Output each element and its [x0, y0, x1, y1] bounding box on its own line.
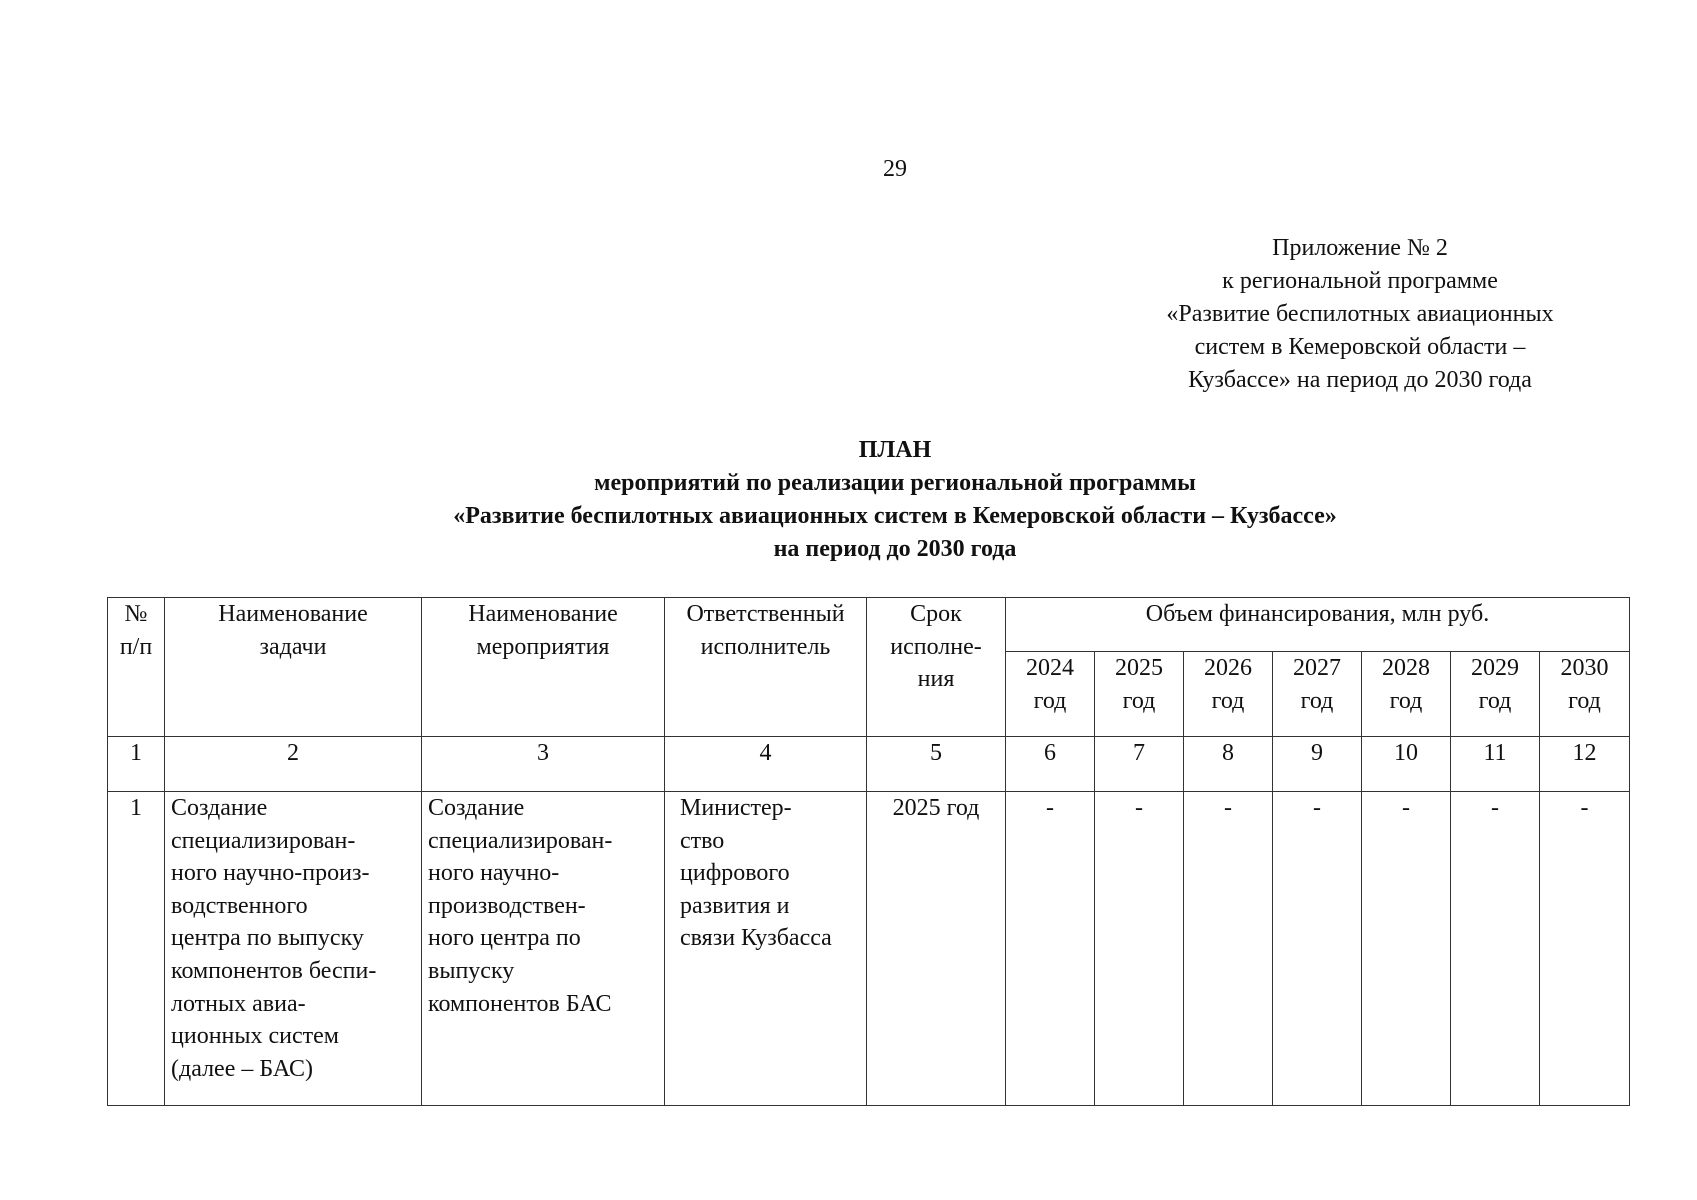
plan-subtitle-line: «Развитие беспилотных авиационных систем в Кемеровской области – Кузбассе»: [453, 503, 1337, 529]
header-line: год: [1122, 687, 1156, 714]
header-year-2028: [1362, 652, 1451, 737]
appendix-line: Приложение № 2: [1272, 235, 1448, 261]
row-year-cell: -: [1451, 792, 1540, 1106]
row-year-cell: -: [1006, 792, 1095, 1106]
header-term: [867, 598, 1006, 737]
header-event: [422, 598, 665, 737]
header-line: 2028: [1382, 655, 1430, 681]
appendix-line: «Развитие беспилотных авиационных: [1166, 301, 1554, 327]
row-year-cell: -: [1362, 792, 1451, 1106]
column-index-cell: 6: [1006, 737, 1095, 792]
cell-line: специализирован-: [171, 827, 356, 854]
table-row: [108, 792, 1630, 1106]
appendix-heading: [1130, 232, 1590, 397]
header-line: год: [1300, 687, 1334, 714]
appendix-line: систем в Кемеровской области –: [1194, 334, 1526, 360]
column-index-cell: 8: [1184, 737, 1273, 792]
cell-line: производствен-: [428, 892, 586, 919]
header-line: Срок: [910, 601, 962, 627]
header-line: Ответственный: [686, 601, 845, 627]
row-year-cell: -: [1095, 792, 1184, 1106]
header-line: год: [1389, 687, 1423, 714]
header-row: [108, 598, 1630, 652]
plan-table: [107, 597, 1630, 1106]
cell-line: развития и: [680, 892, 790, 919]
plan-subtitle-line: мероприятий по реализации региональной программы: [594, 470, 1196, 496]
header-line: 2024: [1026, 655, 1074, 681]
header-task: [165, 598, 422, 737]
row-term-cell: 2025 год: [867, 792, 1006, 1106]
row-responsible-cell: [665, 792, 867, 1106]
column-index-cell: 7: [1095, 737, 1184, 792]
column-index-cell: 4: [665, 737, 867, 792]
header-year-2025: [1095, 652, 1184, 737]
cell-line: выпуску: [428, 957, 515, 984]
cell-line: компонентов беспи-: [171, 957, 377, 984]
column-index-cell: 3: [422, 737, 665, 792]
column-index-cell: 9: [1273, 737, 1362, 792]
cell-line: ного центра по: [428, 925, 581, 952]
header-line: 2030: [1560, 655, 1609, 681]
cell-line: (далее – БАС): [171, 1055, 313, 1082]
row-task-cell: [165, 792, 422, 1106]
cell-line: Создание: [171, 795, 268, 821]
header-line: №: [124, 601, 148, 627]
header-line: п/п: [119, 633, 153, 660]
cell-line: цифрового: [680, 860, 790, 887]
cell-line: Создание: [428, 795, 525, 821]
header-line: Наименование: [468, 601, 618, 627]
plan-title: ПЛАН: [858, 437, 932, 463]
header-year-2030: [1540, 652, 1630, 737]
cell-line: центра по выпуску: [171, 925, 364, 952]
cell-line: Министер-: [680, 795, 792, 821]
header-line: задачи: [259, 633, 327, 660]
header-line: Наименование: [218, 601, 368, 627]
header-line: 2026: [1204, 655, 1252, 681]
column-index-cell: 12: [1540, 737, 1630, 792]
header-line: исполне-: [890, 633, 982, 660]
cell-line: водственного: [171, 892, 308, 919]
cell-line: лотных авиа-: [171, 990, 306, 1017]
cell-line: специализирован-: [428, 827, 613, 854]
appendix-line: к региональной программе: [1222, 268, 1498, 294]
header-line: мероприятия: [476, 633, 610, 660]
column-index-cell: 1: [108, 737, 165, 792]
header-line: исполнитель: [700, 633, 831, 660]
header-year-2027: [1273, 652, 1362, 737]
header-financing: Объем финансирования, млн руб.: [1006, 598, 1630, 652]
header-line: 2025: [1115, 655, 1163, 681]
row-year-cell: -: [1184, 792, 1273, 1106]
plan-subtitle-line: на период до 2030 года: [773, 536, 1017, 562]
header-line: год: [1033, 687, 1067, 714]
plan-table-body: [108, 737, 1630, 1106]
plan-title-block: [100, 434, 1690, 566]
column-index-row: [108, 737, 1630, 792]
header-year-2026: [1184, 652, 1273, 737]
cell-line: связи Кузбасса: [680, 925, 832, 952]
header-line: 2029: [1471, 655, 1519, 681]
header-year-2024: [1006, 652, 1095, 737]
column-index-cell: 2: [165, 737, 422, 792]
column-index-cell: 5: [867, 737, 1006, 792]
column-index-cell: 10: [1362, 737, 1451, 792]
page-number: 29: [883, 156, 907, 182]
header-responsible: [665, 598, 867, 737]
cell-line: ство: [680, 827, 725, 854]
cell-line: ного научно-произ-: [171, 860, 370, 887]
header-line: ния: [917, 666, 955, 693]
plan-table-header: [108, 598, 1630, 737]
cell-line: компонентов БАС: [428, 990, 612, 1017]
cell-line: ционных систем: [171, 1023, 339, 1050]
cell-line: ного научно-: [428, 860, 560, 887]
row-year-cell: -: [1540, 792, 1630, 1106]
column-index-cell: 11: [1451, 737, 1540, 792]
row-num-cell: 1: [108, 792, 165, 1106]
header-line: год: [1211, 687, 1245, 714]
header-line: год: [1478, 687, 1512, 714]
header-line: 2027: [1293, 655, 1341, 681]
header-num: [108, 598, 165, 737]
header-year-2029: [1451, 652, 1540, 737]
row-year-cell: -: [1273, 792, 1362, 1106]
row-event-cell: [422, 792, 665, 1106]
header-line: год: [1568, 687, 1601, 714]
appendix-line: Кузбассе» на период до 2030 года: [1188, 367, 1532, 393]
